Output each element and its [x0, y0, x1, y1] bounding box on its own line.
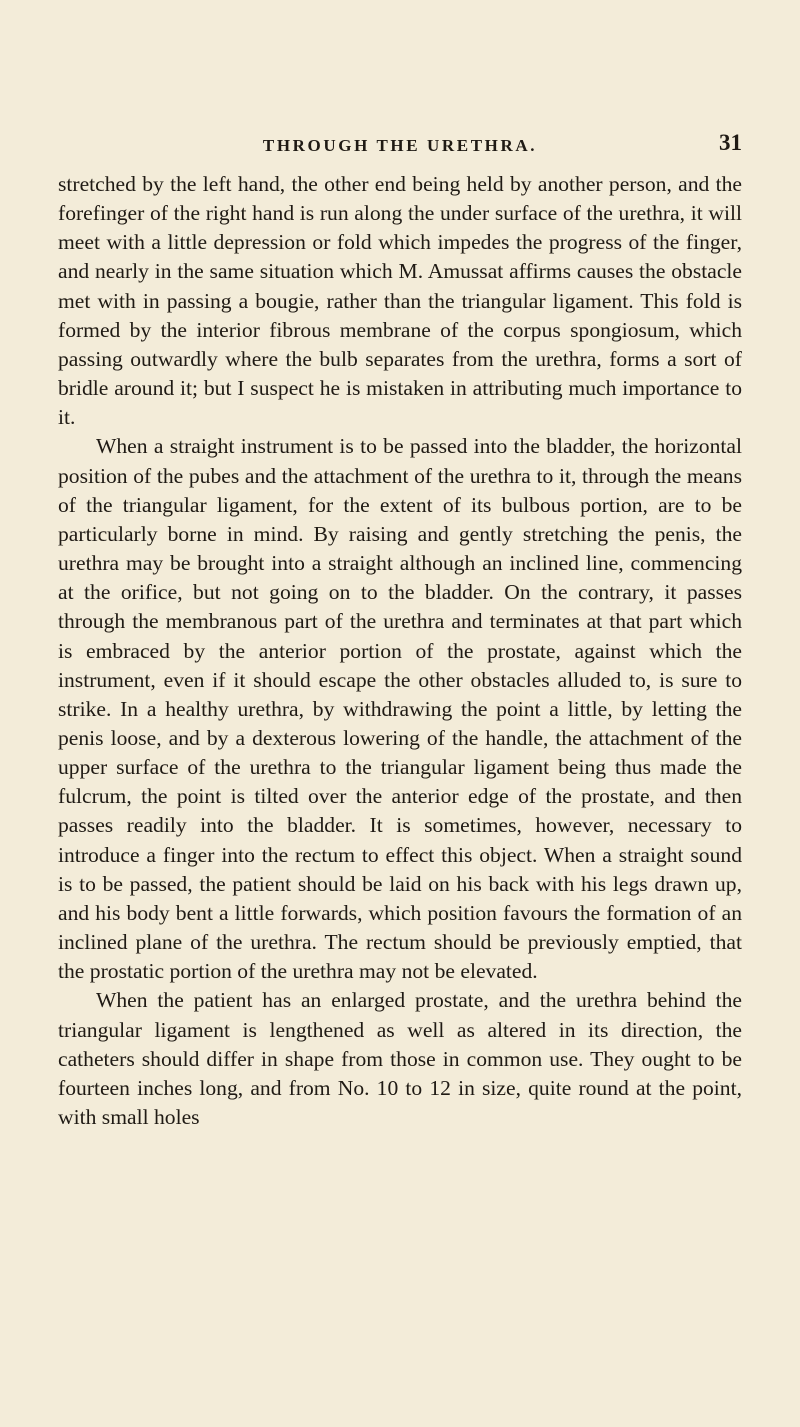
- paragraph-continued: stretched by the left hand, the other end being held by another person, and the forefinger of the right hand is run along the under surface of the urethra, it will meet with a little depression or fold which impedes the progress of the finger, and nearly in the same situation which M. Amussat affirms causes the obstacle met with in passing a bougie, rather than the triangular ligament. This fold is formed by the interior fibrous membrane of the corpus spongiosum, which passing outwardly where the bulb separates from the urethra, forms a sort of bridle around it; but I suspect he is mistaken in attributing much importance to it.: [58, 172, 742, 430]
- body-text: [58, 170, 742, 1132]
- paragraph-enlarged-prostate: When the patient has an enlarged prostate, and the urethra behind the triangular ligament is lengthened as well as altered in its direction, the catheters should differ in shape from those in common use. They ought to be fourteen inches long, and from No. 10 to 12 in size, quite round at the point, with small holes: [58, 988, 742, 1129]
- running-title: THROUGH THE URETHRA.: [262, 136, 538, 155]
- page-number: 31: [719, 130, 742, 155]
- running-header: [58, 128, 742, 156]
- paragraph-straight-instrument: When a straight instrument is to be passed into the bladder, the horizontal position of the pubes and the attachment of the urethra to it, through the means of the triangular ligament, for the extent of its bulbous portion, are to be particularly borne in mind. By raising and gently stretching the penis, the urethra may be brought into a straight although an inclined line, commencing at the orifice, but not going on to the bladder. On the contrary, it passes through the membranous part of the urethra and terminates at that part which is embraced by the anterior portion of the prostate, against which the instrument, even if it should escape the other obstacles alluded to, is sure to strike. In a healthy urethra, by withdrawing the point a little, by letting the penis loose, and by a dexterous lowering of the handle, the attachment of the upper surface of the urethra to the triangular ligament being thus made the fulcrum, the point is tilted over the anterior edge of the prostate, and then passes readily into the bladder. It is sometimes, however, necessary to introduce a finger into the rectum to effect this object. When a straight sound is to be passed, the patient should be laid on his back with his legs drawn up, and his body bent a little forwards, which position favours the formation of an inclined plane of the urethra. The rectum should be previously emptied, that the prostatic portion of the urethra may not be elevated.: [58, 434, 742, 984]
